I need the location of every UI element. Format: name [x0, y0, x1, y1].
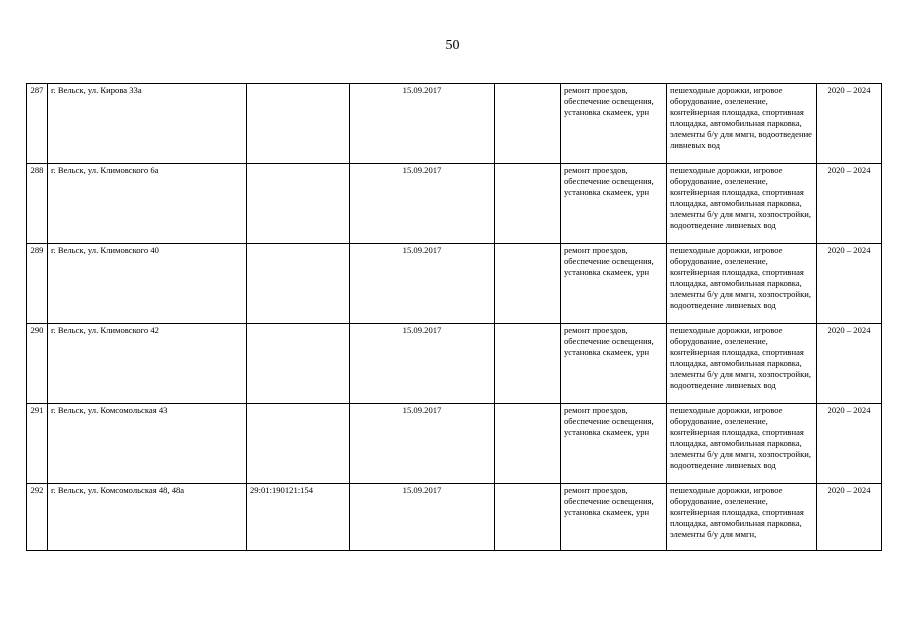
period-cell: 2020 – 2024: [817, 404, 882, 484]
date-cell: 15.09.2017: [350, 244, 495, 324]
date-cell: 15.09.2017: [350, 164, 495, 244]
row-number: 288: [27, 164, 48, 244]
date-cell: 15.09.2017: [350, 484, 495, 551]
empty-cell: [495, 84, 561, 164]
cadastral-cell: [247, 164, 350, 244]
table-row: [27, 84, 882, 164]
row-number: 289: [27, 244, 48, 324]
empty-cell: [495, 484, 561, 551]
cadastral-cell: [247, 84, 350, 164]
row-number: 287: [27, 84, 48, 164]
date-cell: 15.09.2017: [350, 404, 495, 484]
min-works-cell: ремонт проездов, обеспечение освещения, установка скамеек, урн: [561, 484, 667, 551]
period-cell: 2020 – 2024: [817, 244, 882, 324]
address-cell: г. Вельск, ул. Климовского 42: [48, 324, 247, 404]
date-cell: 15.09.2017: [350, 84, 495, 164]
empty-cell: [495, 324, 561, 404]
row-number: 292: [27, 484, 48, 551]
min-works-cell: ремонт проездов, обеспечение освещения, установка скамеек, урн: [561, 164, 667, 244]
table-row: [27, 404, 882, 484]
empty-cell: [495, 404, 561, 484]
extra-works-cell: пешеходные дорожки, игровое оборудование, озеленение, контейнерная площадка, спортивная площадка, автомобильная парковка, элементы б/у для ммгн,: [667, 484, 817, 551]
period-cell: 2020 – 2024: [817, 84, 882, 164]
address-cell: г. Вельск, ул. Климовского 6а: [48, 164, 247, 244]
period-cell: 2020 – 2024: [817, 164, 882, 244]
address-cell: г. Вельск, ул. Комсомольская 48, 48а: [48, 484, 247, 551]
empty-cell: [495, 164, 561, 244]
cadastral-cell: 29:01:190121:154: [247, 484, 350, 551]
register-table: [26, 83, 882, 551]
table-row: [27, 164, 882, 244]
page-number: 50: [445, 38, 460, 53]
row-number: 290: [27, 324, 48, 404]
cadastral-cell: [247, 404, 350, 484]
extra-works-cell: пешеходные дорожки, игровое оборудование, озеленение, контейнерная площадка, спортивная площадка, автомобильная парковка, элементы б/у для ммгн, хозпостройки, водоотведение ливневых вод: [667, 404, 817, 484]
min-works-cell: ремонт проездов, обеспечение освещения, установка скамеек, урн: [561, 324, 667, 404]
min-works-cell: ремонт проездов, обеспечение освещения, установка скамеек, урн: [561, 244, 667, 324]
address-cell: г. Вельск, ул. Комсомольская 43: [48, 404, 247, 484]
period-cell: 2020 – 2024: [817, 324, 882, 404]
address-cell: г. Вельск, ул. Климовского 40: [48, 244, 247, 324]
cadastral-cell: [247, 244, 350, 324]
extra-works-cell: пешеходные дорожки, игровое оборудование, озеленение, контейнерная площадка, спортивная площадка, автомобильная парковка, элементы б/у для ммгн, хозпостройки, водоотведение ливневых вод: [667, 244, 817, 324]
cadastral-cell: [247, 324, 350, 404]
table-row: [27, 244, 882, 324]
period-cell: 2020 – 2024: [817, 484, 882, 551]
min-works-cell: ремонт проездов, обеспечение освещения, установка скамеек, урн: [561, 84, 667, 164]
extra-works-cell: пешеходные дорожки, игровое оборудование, озеленение, контейнерная площадка, спортивная площадка, автомобильная парковка, элементы б/у для ммгн, хозпостройки, водоотведение ливневых вод: [667, 324, 817, 404]
row-number: 291: [27, 404, 48, 484]
empty-cell: [495, 244, 561, 324]
table-row: [27, 324, 882, 404]
address-cell: г. Вельск, ул. Кирова 33а: [48, 84, 247, 164]
extra-works-cell: пешеходные дорожки, игровое оборудование, озеленение, контейнерная площадка, спортивная площадка, автомобильная парковка, элементы б/у для ммгн, хозпостройки, водоотведение ливневых вод: [667, 164, 817, 244]
extra-works-cell: пешеходные дорожки, игровое оборудование, озеленение, контейнерная площадка, спортивная площадка, автомобильная парковка, элементы б/у для ммгн, водоотведение ливневых вод: [667, 84, 817, 164]
date-cell: 15.09.2017: [350, 324, 495, 404]
table-row: [27, 484, 882, 551]
min-works-cell: ремонт проездов, обеспечение освещения, установка скамеек, урн: [561, 404, 667, 484]
